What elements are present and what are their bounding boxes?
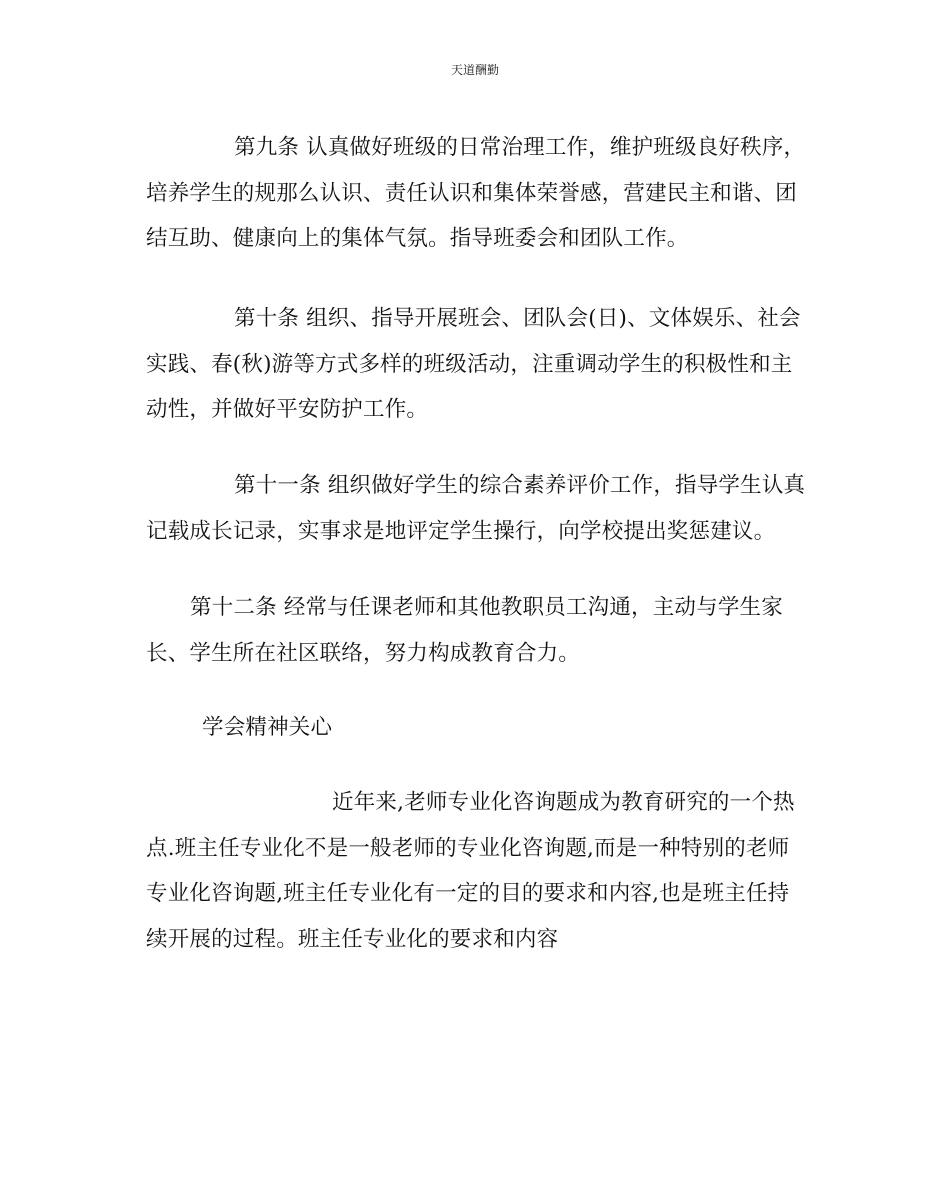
section-heading-text: 学会精神关心 (202, 715, 333, 740)
article-10-paragraph (146, 296, 806, 433)
article-12-paragraph (146, 585, 806, 676)
paragraph-line: 第十条 组织、指导开展班会、团队会(日)、文体娱乐、社会 (234, 306, 801, 331)
paragraph-line: 近年来,老师专业化咨询题成为教育研究的一个热 (332, 790, 795, 815)
paragraph-line: 动性，并做好平安防护工作。 (146, 397, 429, 422)
section-heading (146, 705, 806, 751)
paragraph-line: 长、学生所在社区联络，努力构成教育合力。 (146, 640, 581, 666)
paragraph-line: 续开展的过程。班主任专业化的要求和内容 (146, 926, 559, 952)
paragraph-line: 第十一条 组织做好学生的综合素养评价工作，指导学生认真 (234, 473, 806, 498)
page-header: 天道酬勤 (450, 63, 499, 77)
paragraph-line: 专业化咨询题,班主任专业化有一定的目的要求和内容,也是班主任持 (146, 881, 790, 906)
article-9-paragraph (146, 125, 806, 262)
paragraph-line: 实践、春(秋)游等方式多样的班级活动，注重调动学生的积极性和主 (146, 351, 793, 377)
paragraph-line: 第十二条 经常与任课老师和其他教职员工沟通，主动与学生家 (190, 595, 783, 620)
paragraph-line: 培养学生的规那么认识、责任认识和集体荣誉感，营建民主和谐、团 (146, 180, 798, 206)
intro-paragraph (146, 780, 806, 962)
paragraph-line: 记载成长记录，实事求是地评定学生操行，向学校提出奖惩建议。 (146, 518, 776, 544)
paragraph-line: 第九条 认真做好班级的日常治理工作，维护班级良好秩序， (234, 135, 806, 160)
article-11-paragraph (146, 463, 806, 554)
paragraph-line: 结互助、健康向上的集体气氛。指导班委会和团队工作。 (146, 226, 689, 251)
paragraph-line: 点.班主任专业化不是一般老师的专业化咨询题,而是一种特别的老师 (146, 835, 790, 861)
